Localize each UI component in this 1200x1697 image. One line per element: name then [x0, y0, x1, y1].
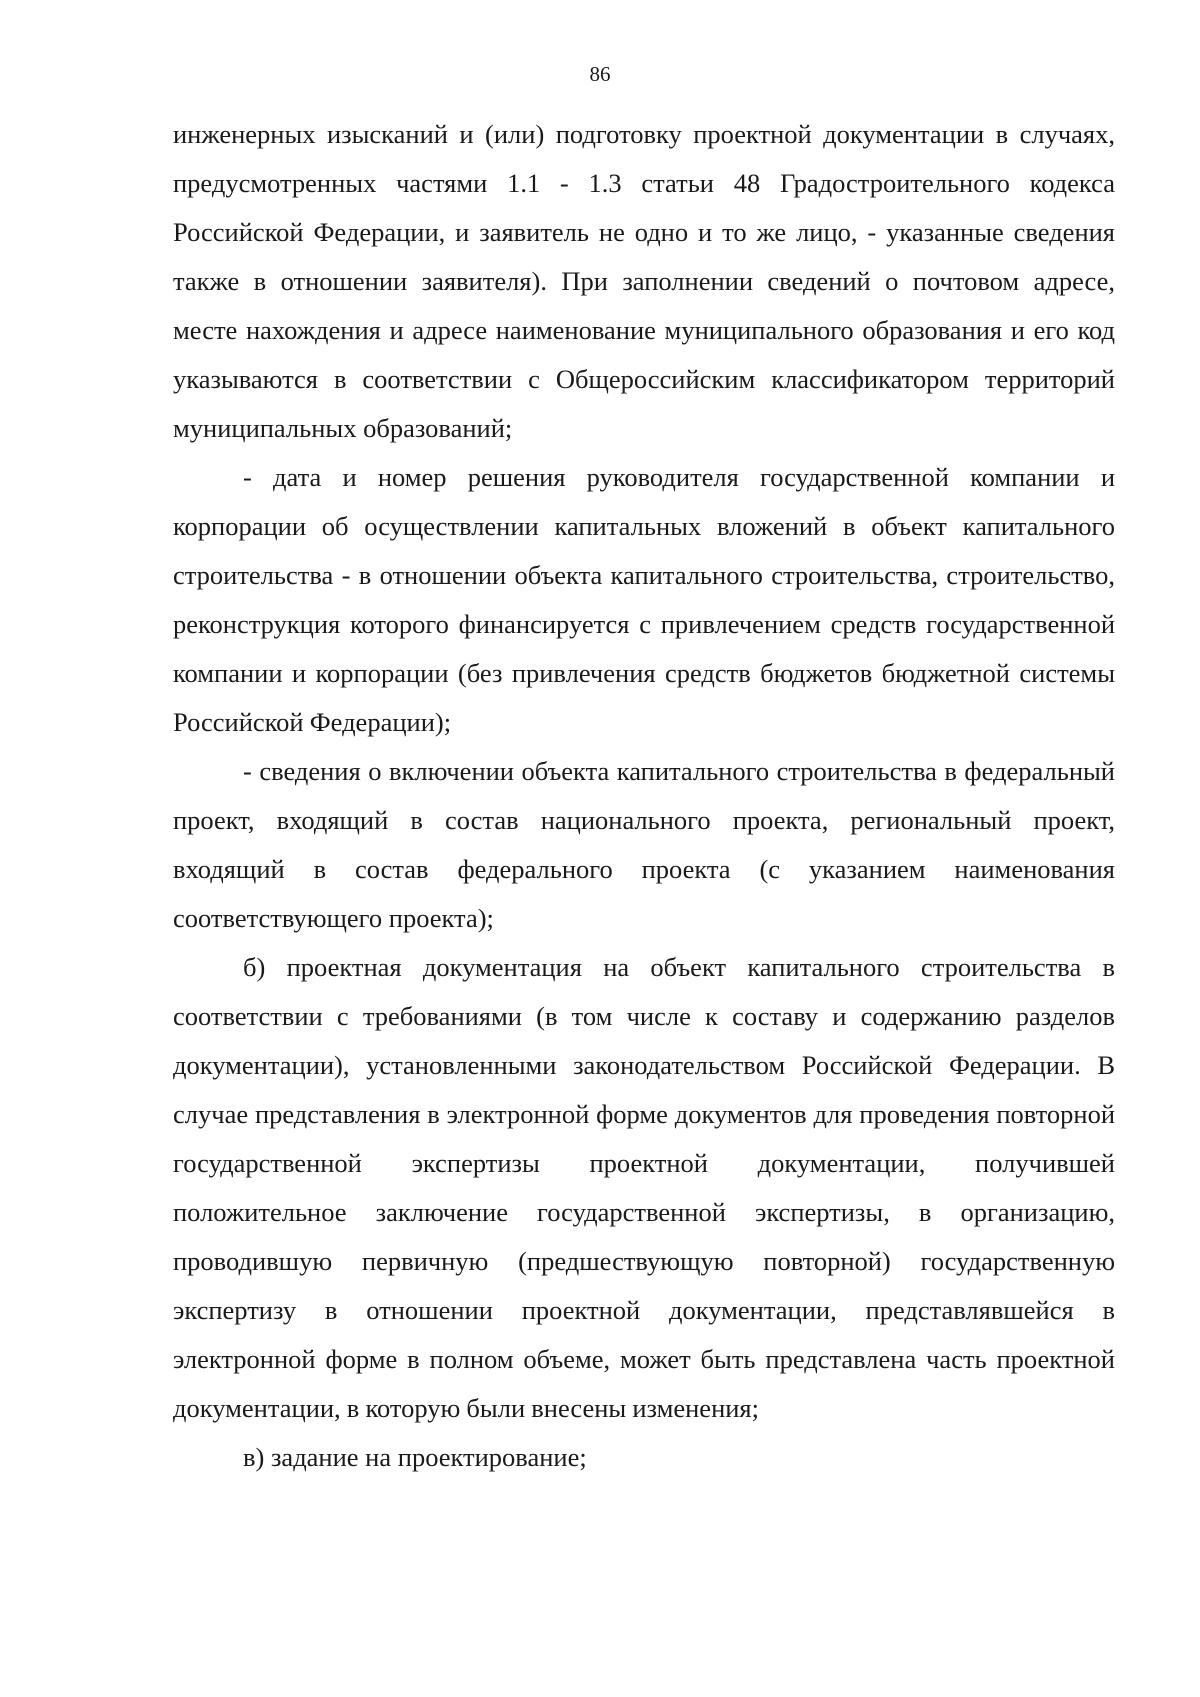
document-body: [173, 110, 1115, 1482]
page-number: 86: [589, 62, 611, 86]
paragraph-applicant-info-continued: инженерных изысканий и (или) подготовку проектной документации в случаях, предусмотренных частями 1.1 - 1.3 статьи 48 Градостроительного кодекса Российской Федерации, и заявитель не одно и то же лицо, - указанные сведения также в отношении заявителя). При заполнении сведений о почтовом адресе, месте нахождения и адресе наименование муниципального образования и его код указываются в соответствии с Общероссийским классификатором территорий муниципальных образований;: [173, 119, 1115, 443]
paragraph-design-assignment: в) задание на проектирование;: [243, 1442, 587, 1472]
paragraph-federal-project-info: - сведения о включении объекта капитального строительства в федеральный проект, входящий в состав национального проекта, региональный проект, входящий в состав федерального проекта (с указанием наименования соответствующего проекта);: [173, 756, 1115, 933]
paragraph-decision-date-number: - дата и номер решения руководителя государственной компании и корпорации об осуществлении капитальных вложений в объект капитального строительства - в отношении объекта капитального строительства, строительство, реконструкция которого финансируется с привлечением средств государственной компании и корпорации (без привлечения средств бюджетов бюджетной системы Российской Федерации);: [173, 462, 1115, 737]
paragraph-project-documentation: б) проектная документация на объект капитального строительства в соответствии с требованиями (в том числе к составу и содержанию разделов документации), установленными законодательством Российской Федерации. В случае представления в электронной форме документов для проведения повторной государственной экспертизы проектной документации, получившей положительное заключение государственной экспертизы, в организацию, проводившую первичную (предшествующую повторной) государственную экспертизу в отношении проектной документации, представлявшейся в электронной форме в полном объеме, может быть представлена часть проектной документации, в которую были внесены изменения;: [173, 952, 1115, 1423]
